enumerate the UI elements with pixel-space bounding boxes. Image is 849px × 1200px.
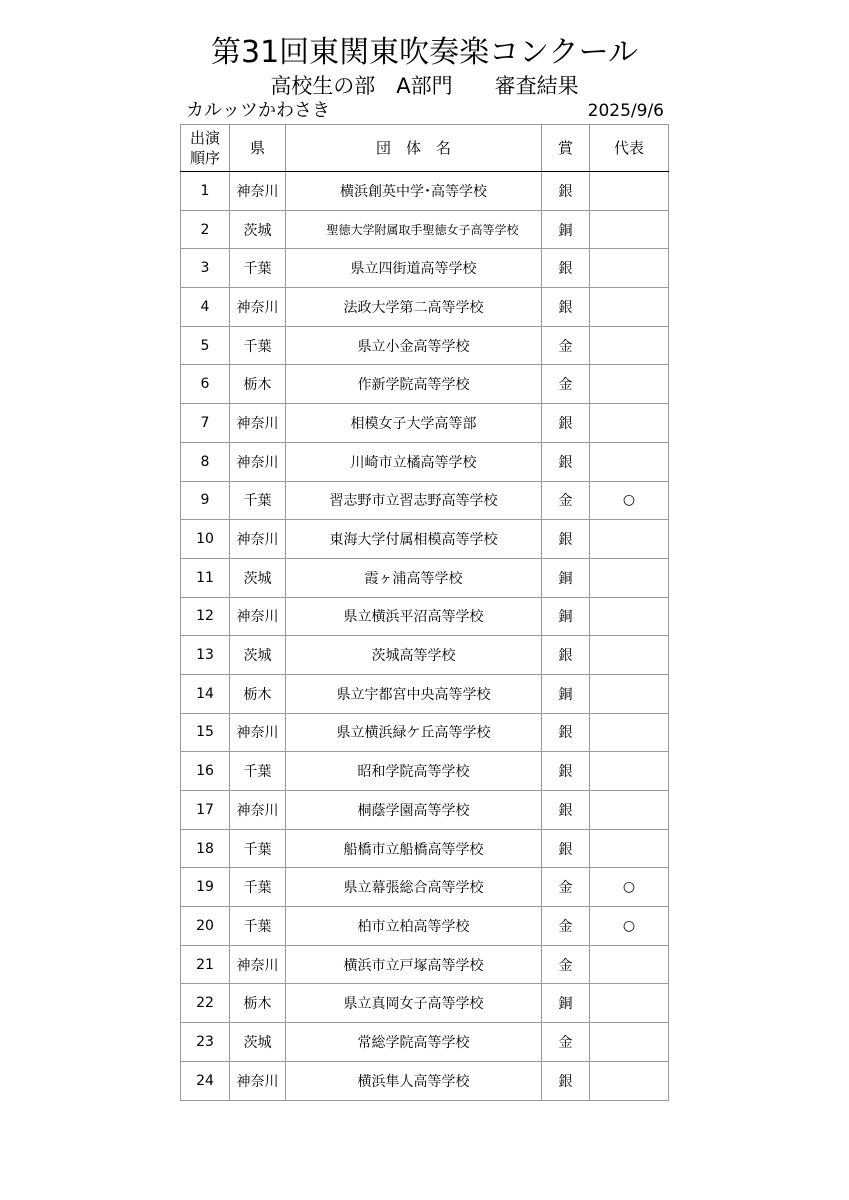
group-name-cell: 県立四街道高等学校 bbox=[286, 249, 542, 288]
award-cell: 銀 bbox=[542, 636, 590, 675]
award-cell: 金 bbox=[542, 868, 590, 907]
representative-cell bbox=[590, 249, 669, 288]
group-name-cell: 習志野市立習志野高等学校 bbox=[286, 481, 542, 520]
table-row bbox=[181, 404, 669, 443]
group-name-cell: 県立幕張総合高等学校 bbox=[286, 868, 542, 907]
performance-order-cell: 24 bbox=[181, 1061, 230, 1100]
representative-cell bbox=[590, 1023, 669, 1062]
representative-cell bbox=[590, 172, 669, 211]
prefecture-cell: 千葉 bbox=[230, 752, 286, 791]
performance-order-cell: 8 bbox=[181, 442, 230, 481]
representative-cell bbox=[590, 404, 669, 443]
table-header-row bbox=[181, 125, 669, 172]
performance-order-cell: 2 bbox=[181, 210, 230, 249]
header-group-name: 団 体 名 bbox=[286, 125, 542, 172]
prefecture-cell: 千葉 bbox=[230, 868, 286, 907]
performance-order-cell: 17 bbox=[181, 791, 230, 830]
table-row bbox=[181, 326, 669, 365]
table-row bbox=[181, 365, 669, 404]
table-row bbox=[181, 907, 669, 946]
award-cell: 銅 bbox=[542, 558, 590, 597]
group-name-cell: 法政大学第二高等学校 bbox=[286, 288, 542, 327]
representative-cell bbox=[590, 210, 669, 249]
prefecture-cell: 栃木 bbox=[230, 365, 286, 404]
table-row bbox=[181, 984, 669, 1023]
prefecture-cell: 神奈川 bbox=[230, 791, 286, 830]
group-name-cell: 東海大学付属相模高等学校 bbox=[286, 520, 542, 559]
representative-cell: ○ bbox=[590, 907, 669, 946]
table-row bbox=[181, 752, 669, 791]
representative-cell bbox=[590, 752, 669, 791]
page-subtitle: 高校生の部 A部門 審査結果 bbox=[270, 74, 579, 98]
prefecture-cell: 栃木 bbox=[230, 674, 286, 713]
performance-order-cell: 16 bbox=[181, 752, 230, 791]
header-order-line1: 出演 bbox=[189, 129, 220, 147]
representative-cell bbox=[590, 674, 669, 713]
representative-cell bbox=[590, 636, 669, 675]
prefecture-cell: 茨城 bbox=[230, 558, 286, 597]
table-row bbox=[181, 636, 669, 675]
group-name-cell: 川崎市立橘高等学校 bbox=[286, 442, 542, 481]
prefecture-cell: 千葉 bbox=[230, 829, 286, 868]
representative-cell bbox=[590, 791, 669, 830]
representative-cell bbox=[590, 945, 669, 984]
table-row bbox=[181, 713, 669, 752]
group-name-cell: 県立宇都宮中央高等学校 bbox=[286, 674, 542, 713]
prefecture-cell: 茨城 bbox=[230, 1023, 286, 1062]
group-name-cell: 横浜隼人高等学校 bbox=[286, 1061, 542, 1100]
award-cell: 銀 bbox=[542, 1061, 590, 1100]
representative-cell bbox=[590, 597, 669, 636]
header-prefecture: 県 bbox=[230, 125, 286, 172]
representative-cell bbox=[590, 288, 669, 327]
group-name-cell: 作新学院高等学校 bbox=[286, 365, 542, 404]
table-row bbox=[181, 1023, 669, 1062]
prefecture-cell: 茨城 bbox=[230, 210, 286, 249]
award-cell: 銅 bbox=[542, 984, 590, 1023]
award-cell: 銀 bbox=[542, 713, 590, 752]
prefecture-cell: 神奈川 bbox=[230, 520, 286, 559]
award-cell: 金 bbox=[542, 326, 590, 365]
table-row bbox=[181, 945, 669, 984]
prefecture-cell: 神奈川 bbox=[230, 945, 286, 984]
prefecture-cell: 茨城 bbox=[230, 636, 286, 675]
event-date: 2025/9/6 bbox=[587, 101, 664, 121]
table-row bbox=[181, 442, 669, 481]
header-representative: 代表 bbox=[590, 125, 669, 172]
performance-order-cell: 22 bbox=[181, 984, 230, 1023]
award-cell: 銀 bbox=[542, 404, 590, 443]
group-name-cell: 聖徳大学附属取手聖徳女子高等学校 bbox=[286, 210, 542, 249]
header-order-line2: 順序 bbox=[189, 149, 220, 167]
group-name-cell: 県立横浜平沼高等学校 bbox=[286, 597, 542, 636]
award-cell: 銀 bbox=[542, 791, 590, 830]
table-row bbox=[181, 868, 669, 907]
award-cell: 銀 bbox=[542, 249, 590, 288]
table-row bbox=[181, 1061, 669, 1100]
table-row bbox=[181, 249, 669, 288]
prefecture-cell: 栃木 bbox=[230, 984, 286, 1023]
representative-cell bbox=[590, 1061, 669, 1100]
prefecture-cell: 神奈川 bbox=[230, 1061, 286, 1100]
performance-order-cell: 12 bbox=[181, 597, 230, 636]
representative-cell: ○ bbox=[590, 868, 669, 907]
table-row bbox=[181, 829, 669, 868]
prefecture-cell: 神奈川 bbox=[230, 172, 286, 211]
award-cell: 金 bbox=[542, 1023, 590, 1062]
representative-cell bbox=[590, 713, 669, 752]
performance-order-cell: 1 bbox=[181, 172, 230, 211]
performance-order-cell: 6 bbox=[181, 365, 230, 404]
performance-order-cell: 21 bbox=[181, 945, 230, 984]
award-cell: 金 bbox=[542, 481, 590, 520]
table-row bbox=[181, 791, 669, 830]
performance-order-cell: 10 bbox=[181, 520, 230, 559]
award-cell: 銀 bbox=[542, 520, 590, 559]
award-cell: 銀 bbox=[542, 288, 590, 327]
table-row bbox=[181, 558, 669, 597]
group-name-cell: 横浜創英中学･高等学校 bbox=[286, 172, 542, 211]
prefecture-cell: 神奈川 bbox=[230, 288, 286, 327]
results-table bbox=[180, 124, 669, 1101]
table-row bbox=[181, 210, 669, 249]
group-name-cell: 霞ヶ浦高等学校 bbox=[286, 558, 542, 597]
award-cell: 銀 bbox=[542, 829, 590, 868]
header-order bbox=[181, 125, 230, 172]
award-cell: 銅 bbox=[542, 210, 590, 249]
header-award: 賞 bbox=[542, 125, 590, 172]
award-cell: 銀 bbox=[542, 172, 590, 211]
prefecture-cell: 千葉 bbox=[230, 249, 286, 288]
performance-order-cell: 18 bbox=[181, 829, 230, 868]
award-cell: 銀 bbox=[542, 442, 590, 481]
performance-order-cell: 14 bbox=[181, 674, 230, 713]
table-row bbox=[181, 674, 669, 713]
performance-order-cell: 13 bbox=[181, 636, 230, 675]
representative-cell bbox=[590, 442, 669, 481]
results-body bbox=[181, 172, 669, 1101]
table-row bbox=[181, 597, 669, 636]
representative-cell bbox=[590, 984, 669, 1023]
table-row bbox=[181, 481, 669, 520]
group-name-cell: 横浜市立戸塚高等学校 bbox=[286, 945, 542, 984]
award-cell: 金 bbox=[542, 945, 590, 984]
performance-order-cell: 11 bbox=[181, 558, 230, 597]
award-cell: 金 bbox=[542, 365, 590, 404]
group-name-cell: 常総学院高等学校 bbox=[286, 1023, 542, 1062]
performance-order-cell: 15 bbox=[181, 713, 230, 752]
table-row bbox=[181, 520, 669, 559]
performance-order-cell: 9 bbox=[181, 481, 230, 520]
group-name-cell: 県立横浜緑ケ丘高等学校 bbox=[286, 713, 542, 752]
representative-cell bbox=[590, 829, 669, 868]
group-name-cell: 船橋市立船橋高等学校 bbox=[286, 829, 542, 868]
prefecture-cell: 千葉 bbox=[230, 326, 286, 365]
performance-order-cell: 7 bbox=[181, 404, 230, 443]
performance-order-cell: 5 bbox=[181, 326, 230, 365]
award-cell: 銅 bbox=[542, 597, 590, 636]
performance-order-cell: 23 bbox=[181, 1023, 230, 1062]
group-name-cell: 県立真岡女子高等学校 bbox=[286, 984, 542, 1023]
group-name-cell: 桐蔭学園高等学校 bbox=[286, 791, 542, 830]
representative-cell: ○ bbox=[590, 481, 669, 520]
table-row bbox=[181, 172, 669, 211]
performance-order-cell: 19 bbox=[181, 868, 230, 907]
venue-name: カルッツかわさき bbox=[186, 100, 330, 121]
performance-order-cell: 3 bbox=[181, 249, 230, 288]
group-name-cell: 相模女子大学高等部 bbox=[286, 404, 542, 443]
group-name-cell: 県立小金高等学校 bbox=[286, 326, 542, 365]
award-cell: 金 bbox=[542, 907, 590, 946]
group-name-cell: 柏市立柏高等学校 bbox=[286, 907, 542, 946]
representative-cell bbox=[590, 558, 669, 597]
representative-cell bbox=[590, 326, 669, 365]
prefecture-cell: 千葉 bbox=[230, 907, 286, 946]
group-name-cell: 昭和学院高等学校 bbox=[286, 752, 542, 791]
performance-order-cell: 20 bbox=[181, 907, 230, 946]
group-name-cell: 茨城高等学校 bbox=[286, 636, 542, 675]
table-row bbox=[181, 288, 669, 327]
representative-cell bbox=[590, 520, 669, 559]
award-cell: 銀 bbox=[542, 752, 590, 791]
representative-cell bbox=[590, 365, 669, 404]
performance-order-cell: 4 bbox=[181, 288, 230, 327]
page-title: 第31回東関東吹奏楽コンクール bbox=[211, 35, 638, 70]
prefecture-cell: 千葉 bbox=[230, 481, 286, 520]
prefecture-cell: 神奈川 bbox=[230, 597, 286, 636]
prefecture-cell: 神奈川 bbox=[230, 404, 286, 443]
prefecture-cell: 神奈川 bbox=[230, 713, 286, 752]
prefecture-cell: 神奈川 bbox=[230, 442, 286, 481]
award-cell: 銅 bbox=[542, 674, 590, 713]
